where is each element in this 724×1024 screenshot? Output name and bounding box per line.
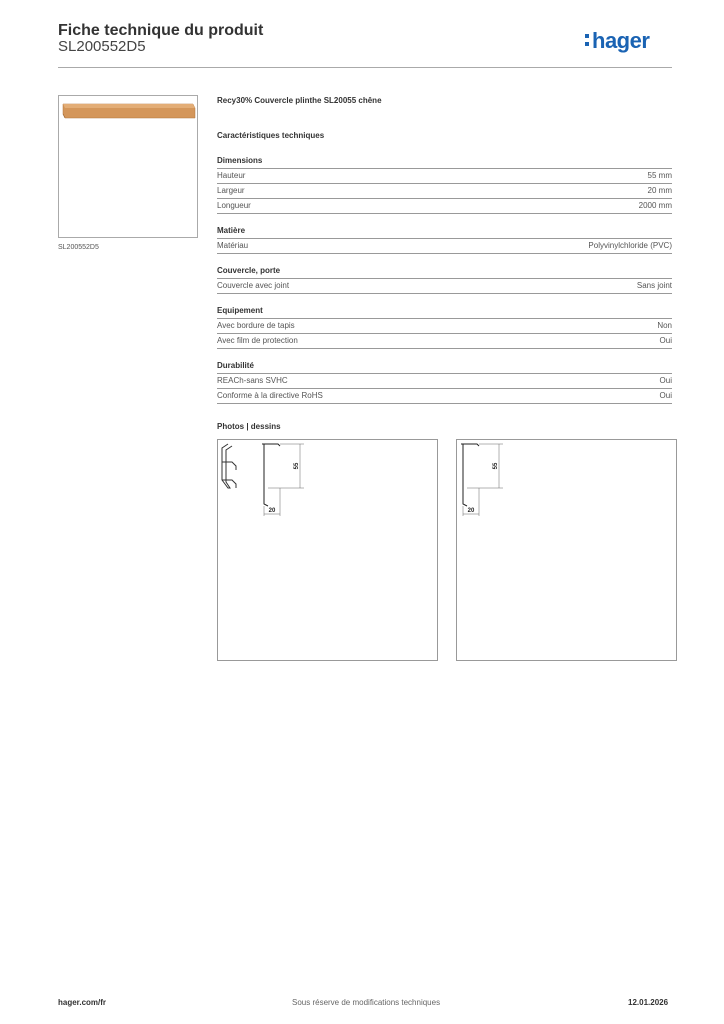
page-title: Fiche technique du produit (58, 22, 264, 39)
spec-value: Oui (659, 376, 672, 385)
cover-profile-icon (461, 444, 479, 506)
spec-value: Oui (659, 336, 672, 345)
cover-strip-icon (59, 96, 197, 237)
spec-section-cover (217, 266, 672, 294)
spec-label: Couvercle avec joint (217, 281, 290, 290)
section-title: Durabilité (217, 361, 254, 370)
spec-label: REACh-sans SVHC (217, 376, 288, 385)
cover-profile-icon (262, 444, 280, 506)
logo-dots-icon (585, 34, 589, 50)
spec-section-durability (217, 361, 672, 404)
drawing-panel (456, 439, 677, 661)
spec-label: Avec film de protection (217, 336, 298, 345)
spec-label: Hauteur (217, 171, 246, 180)
spec-section-dimensions (217, 156, 672, 214)
spec-row (217, 333, 672, 349)
product-image-caption: SL200552D5 (58, 244, 99, 251)
spec-value: Oui (659, 391, 672, 400)
spec-table (217, 278, 672, 294)
spec-value: Polyvinylchloride (PVC) (588, 241, 672, 250)
spec-value: 20 mm (647, 186, 672, 195)
spec-row (217, 278, 672, 294)
product-image (58, 95, 198, 238)
width-dimension-label: 20 (268, 508, 276, 514)
spec-label: Longueur (217, 201, 251, 210)
characteristics-title: Caractéristiques techniques (217, 131, 325, 140)
spec-section-equipment (217, 306, 672, 349)
footer-website-link[interactable]: hager.com/fr (58, 998, 107, 1007)
spec-row (217, 168, 672, 183)
section-title: Equipement (217, 306, 263, 315)
spec-label: Matériau (217, 241, 249, 250)
spec-value: 2000 mm (638, 201, 672, 210)
spec-row (217, 318, 672, 333)
height-dimension-label: 55 (294, 462, 300, 470)
spec-row (217, 238, 672, 254)
section-title: Couvercle, porte (217, 266, 281, 275)
spec-row (217, 198, 672, 214)
spec-table (217, 318, 672, 349)
spec-value: Non (657, 321, 672, 330)
spec-value: Sans joint (636, 281, 672, 290)
product-reference: SL200552D5 (58, 38, 146, 55)
spec-table (217, 373, 672, 404)
header-divider (58, 67, 672, 68)
profile-side-icon (222, 444, 236, 488)
spec-label: Largeur (217, 186, 245, 195)
spec-section-material (217, 226, 672, 254)
cross-section-drawing (218, 440, 437, 660)
spec-table (217, 168, 672, 214)
spec-row (217, 373, 672, 388)
height-dimension-label: 55 (493, 462, 499, 470)
spec-table (217, 238, 672, 254)
drawing-panel (217, 439, 438, 661)
photos-title: Photos | dessins (217, 422, 281, 431)
spec-label: Conforme à la directive RoHS (217, 391, 323, 400)
hager-logo[interactable]: hager (592, 28, 650, 53)
spec-row (217, 183, 672, 198)
section-title: Matière (217, 226, 246, 235)
spec-column (217, 96, 672, 431)
width-dimension-label: 20 (467, 508, 475, 514)
footer-date: 12.01.2026 (628, 998, 669, 1007)
cross-section-drawing (457, 440, 676, 660)
spec-value: 55 mm (647, 171, 672, 180)
product-name: Recy30% Couvercle plinthe SL20055 chêne (217, 96, 382, 105)
spec-label: Avec bordure de tapis (217, 321, 295, 330)
spec-row (217, 388, 672, 404)
footer-notice: Sous réserve de modifications techniques (292, 998, 441, 1007)
section-title: Dimensions (217, 156, 263, 165)
